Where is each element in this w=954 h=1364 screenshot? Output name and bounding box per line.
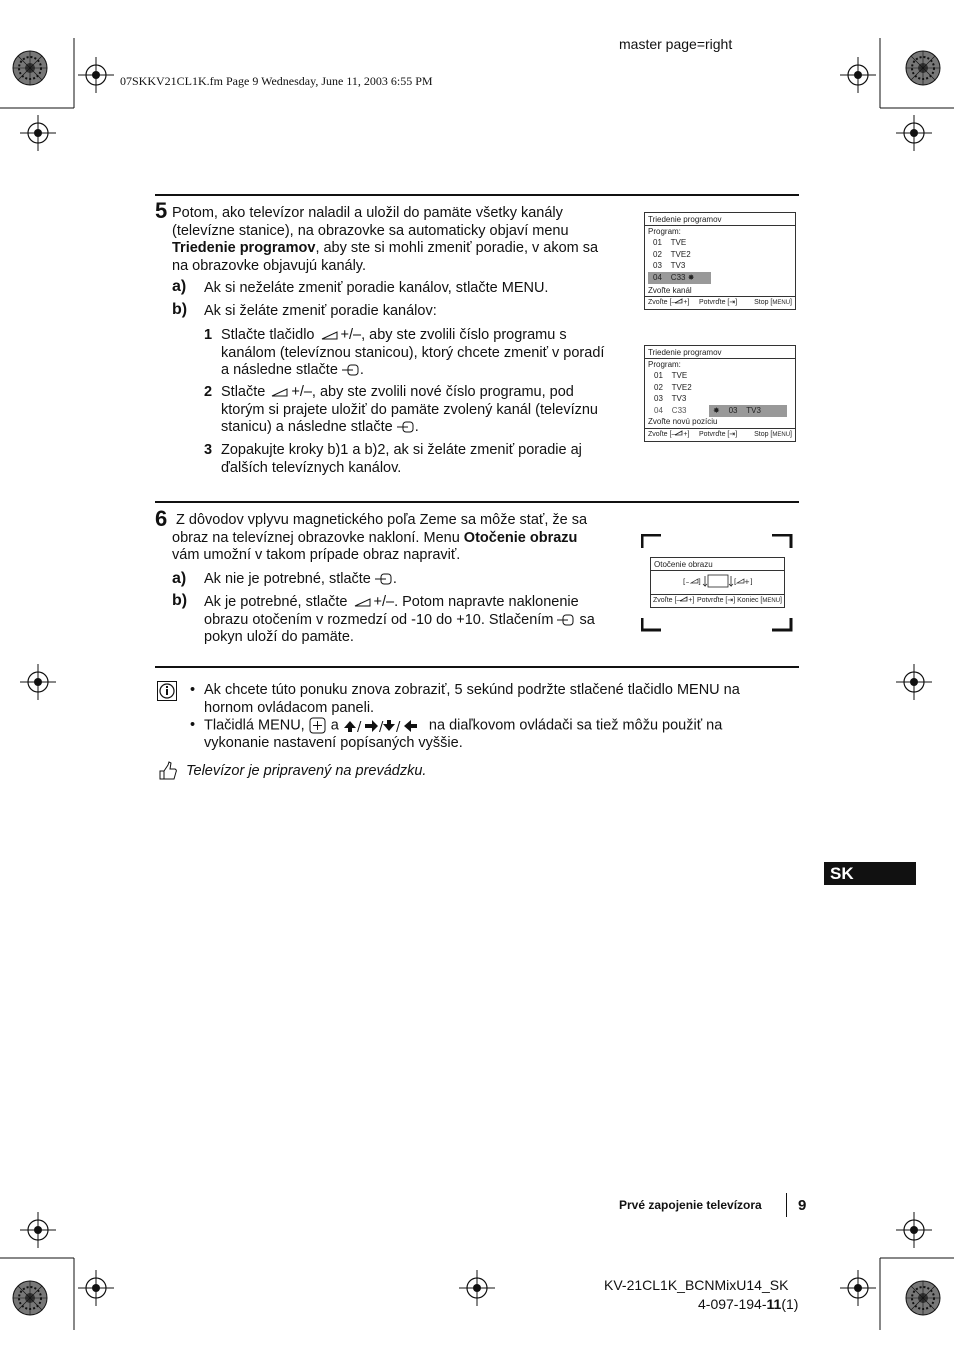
substep-text: stanicu) a následne stlačte [221, 419, 393, 435]
program-up-down-icon [271, 387, 289, 397]
menu-key: MENU [772, 300, 791, 306]
osd-row: 01 TVE [654, 371, 688, 380]
note-line [190, 682, 790, 700]
svg-text:/: / [378, 719, 384, 733]
model-code: KV-21CL1K_BCNMixU14_SK [604, 1277, 789, 1293]
program-icon [675, 298, 683, 304]
substep-3-number: 3 [204, 442, 213, 458]
ready-note: Televízor je pripravený na prevádzku. [186, 763, 427, 779]
substep-text: Stlačte [221, 384, 266, 400]
osd-footer-select: Zvoľte [– +] [648, 299, 690, 306]
ok-icon: ⇥ [729, 299, 736, 306]
note-text: na diaľkovom ovládači sa tiež môžu použiť na [428, 717, 723, 734]
ok-button-icon [309, 717, 327, 734]
step6-b-text [204, 594, 634, 647]
osd-screen-channel-sort-2 [644, 345, 796, 442]
step5-b-label: b) [172, 301, 188, 318]
step6-b-text-content: Ak je potrebné, stlačte [204, 594, 348, 610]
osd-footer [645, 428, 795, 441]
substep-line [221, 384, 631, 402]
part-number [698, 1296, 798, 1312]
substep-line [221, 327, 631, 345]
step6-a-label: a) [172, 570, 187, 587]
step6-divider [155, 501, 799, 503]
step5-a-text: Ak si neželáte zmeniť poradie kanálov, stlačte MENU. [204, 280, 549, 296]
part-number-text: (1) [781, 1296, 799, 1312]
step6-intro-line: vám umožní v takom prípade obraz napraviť. [172, 547, 461, 563]
osd-row-selected [648, 272, 711, 284]
note-line: hornom ovládacom paneli. [204, 699, 375, 716]
osd-title: Triedenie programov [645, 346, 795, 359]
ok-button-icon [375, 573, 393, 585]
osd-footer-exit: Koniec [MENU] [737, 597, 782, 604]
substep-text: a následne stlačte [221, 362, 338, 378]
step6-number: 6 [155, 506, 168, 531]
substep-text: +/–, aby ste zvolili nové číslo programu, pod [291, 384, 574, 400]
svg-text:/: / [395, 719, 401, 733]
step5-intro-line: na obrazovke objavujú kanály. [172, 257, 366, 274]
move-icon: ✸ [687, 273, 695, 282]
step6-b-line: pokyn uloží do pamäte. [204, 629, 354, 645]
note-text: Tlačidlá MENU, [204, 717, 305, 734]
substep-1-text [221, 327, 631, 380]
note-text: Ak chcete túto ponuku znova zobraziť, 5 sekúnd podržte stlačené tlačidlo MENU na [204, 682, 740, 698]
note-2 [190, 717, 790, 752]
note-text: a [330, 717, 339, 734]
osd-footer-text: Stop [754, 299, 769, 306]
program-icon [675, 430, 683, 436]
language-tab: SK [824, 862, 916, 885]
step5-intro-line: (televízne stanice), na obrazovke sa automaticky objaví menu [172, 222, 569, 239]
substep-line: stanicu) a následne stlačte . [221, 419, 419, 435]
osd-footer-confirm: Potvrďte [⇥] [699, 431, 738, 438]
step6-a-text: Ak nie je potrebné, stlačte . [204, 571, 397, 587]
step5-b-text: Ak si želáte zmeniť poradie kanálov: [204, 303, 437, 319]
info-icon [157, 681, 177, 701]
note-line: vykonanie nastavení popísaných vyššie. [204, 734, 463, 751]
step5-intro [172, 205, 632, 275]
step6-intro-line [172, 530, 632, 548]
osd-footer [645, 296, 795, 309]
osd-footer-text: Zvoľte [648, 431, 668, 438]
note-line [190, 717, 790, 735]
osd-footer-text: Stop [754, 431, 769, 438]
osd-footer-stop: Stop [MENU] [754, 299, 792, 306]
osd-footer [651, 594, 784, 607]
svg-text:]: ] [698, 578, 701, 586]
osd-footer-text: Zvoľte [653, 597, 673, 604]
part-number-bold: 11 [766, 1296, 782, 1312]
step5-divider [155, 194, 799, 196]
program-up-down-icon [321, 330, 339, 340]
svg-text:/: / [356, 719, 362, 733]
file-info: 07SKKV21CL1K.fm Page 9 Wednesday, June 11, 2003 6:55 PM [120, 74, 433, 88]
svg-text:[–: [– [683, 578, 690, 586]
osd-footer-confirm: Potvrďte [⇥] [699, 299, 738, 306]
ok-button-icon [557, 614, 575, 626]
osd-footer-text: Potvrďte [697, 597, 724, 604]
move-icon: ✸ [713, 406, 720, 415]
osd-row: 02 TVE2 [654, 383, 692, 392]
step6-a-text-content: Ak nie je potrebné, stlačte [204, 571, 371, 587]
program-up-down-icon [354, 597, 372, 607]
menu-name-bold: Triedenie programov [172, 240, 316, 256]
step6-intro [172, 512, 632, 565]
thumbs-up-icon [158, 761, 178, 781]
substep-1-number: 1 [204, 327, 213, 343]
ok-icon: ⇥ [727, 597, 734, 604]
step6-b-text-content: obrazu otočením v rozmedzí od -10 do +10. Stlačením [204, 611, 554, 628]
osd-row-dim: 04 C33 [654, 406, 687, 415]
substep-line: ďalších televíznych kanálov. [221, 459, 402, 476]
osd-footer-text: Potvrďte [699, 299, 726, 306]
svg-text:+]: +] [744, 578, 753, 586]
osd-title: Otočenie obrazu [651, 558, 784, 571]
osd-screen-channel-sort-1 [644, 212, 796, 310]
svg-text:[: [ [734, 578, 737, 586]
osd-program-label: Program: [648, 227, 681, 236]
notes-divider [155, 666, 799, 668]
part-number-text: 4-097-194- [698, 1296, 767, 1312]
program-icon [680, 596, 688, 602]
step5-intro-line [172, 240, 632, 258]
osd-row-text: 04 C33 [653, 273, 686, 282]
bullet: • [190, 717, 196, 734]
substep-line: kanálom (televíznou stanicou), ktorý chcete zmeniť v poradí [221, 344, 605, 361]
step6-b-label: b) [172, 592, 188, 609]
osd-footer-select: Zvoľte [– +] [653, 597, 695, 604]
osd-title: Triedenie programov [645, 213, 795, 226]
osd-row: 03 TV3 [653, 261, 686, 270]
substep-3-text [221, 442, 631, 477]
ok-button-icon [397, 421, 415, 433]
substep-2-text [221, 384, 631, 437]
osd-footer-select: Zvoľte [– +] [648, 431, 690, 438]
bullet: • [190, 682, 196, 698]
step6-b-text-content: +/–. Potom napravte naklonenie [373, 594, 579, 610]
master-page-label: master page=right [619, 36, 733, 52]
step6-b-line [204, 594, 634, 612]
step5-a-label: a) [172, 278, 187, 295]
section-title: Prvé zapojenie televízora [619, 1198, 762, 1212]
substep-line: ktorým si prajete uložiť do pamäte zvolený kanál (televíznu [221, 401, 598, 418]
osd-status: Zvoľte kanál [648, 286, 692, 295]
osd-footer-text: Zvoľte [648, 299, 668, 306]
step5-intro-text: , aby ste si mohli zmeniť poradie, v akom sa [315, 240, 599, 256]
menu-key: MENU [762, 598, 781, 604]
ok-button-icon [342, 364, 360, 376]
footer-separator [786, 1193, 787, 1217]
osd-footer-stop: Stop [MENU] [754, 431, 792, 438]
osd-row: 03 TV3 [654, 394, 687, 403]
osd-footer-confirm: Potvrďte [⇥] [697, 597, 736, 604]
page-number: 9 [798, 1197, 807, 1214]
menu-name-bold: Otočenie obrazu [463, 529, 578, 546]
osd-row-moving [709, 405, 787, 417]
substep-2-number: 2 [204, 384, 213, 400]
arrow-keys-icon [343, 719, 425, 733]
substep-text: +/–, aby ste zvolili číslo programu s [340, 327, 567, 343]
step6-intro-line: Z dôvodov vplyvu magnetického poľa Zeme sa môže stať, že sa [176, 512, 588, 528]
osd-footer-text: Koniec [737, 597, 759, 604]
osd-status: Zvoľte novú pozíciu [648, 417, 718, 426]
menu-key: MENU [772, 432, 791, 438]
substep-line: Zopakujte kroky b)1 a b)2, ak si želáte zmeniť poradie aj [221, 442, 582, 458]
step6-intro-text: obraz na televíznej obrazovke nakloní. Menu [172, 529, 460, 546]
osd-row: 01 TVE [653, 238, 687, 247]
step5-number: 5 [155, 198, 168, 223]
osd-screen-picture-rotation [650, 557, 785, 608]
osd-row: 02 TVE2 [653, 250, 691, 259]
osd-row-text: 03 TV3 [728, 406, 761, 415]
osd-program-label: Program: [648, 360, 681, 369]
step5-intro-line: Potom, ako televízor naladil a uložil do pamäte všetky kanály [172, 205, 563, 221]
osd-footer-text: Potvrďte [699, 431, 726, 438]
rotation-adjust-icon [683, 573, 753, 589]
substep-text: Stlačte tlačidlo [221, 327, 315, 343]
step6-b-text-content: sa [579, 611, 595, 628]
ok-icon: ⇥ [729, 431, 736, 438]
note-1 [190, 682, 790, 717]
step6-b-line [204, 612, 634, 630]
substep-line: a následne stlačte . [221, 362, 364, 378]
